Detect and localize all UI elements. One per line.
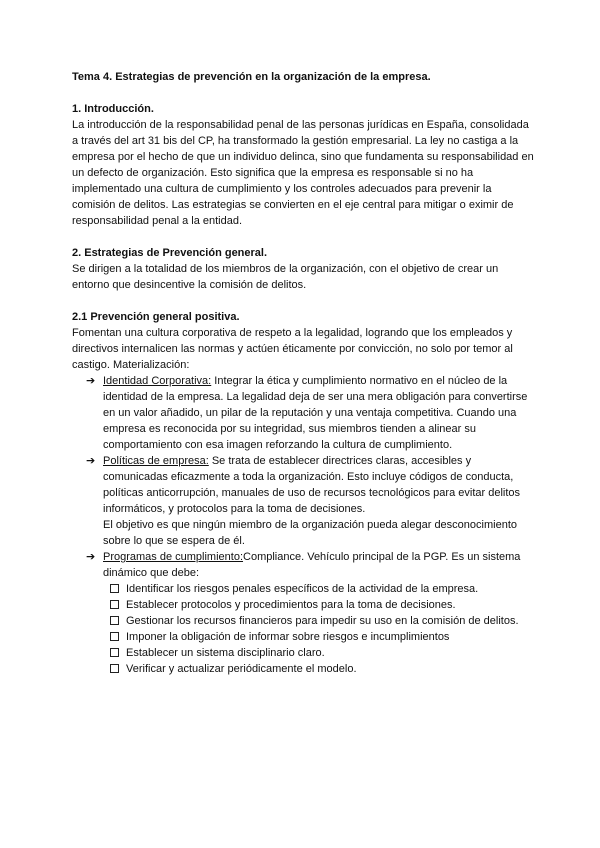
checkbox-text: Establecer protocolos y procedimientos para la toma de decisiones. xyxy=(126,599,456,611)
item-extra-text: El objetivo es que ningún miembro de la organización pueda alegar desconocimiento sobre lo que se espera de él. xyxy=(103,519,517,547)
checkbox-text: Imponer la obligación de informar sobre riesgos e incumplimientos xyxy=(126,631,450,643)
checkbox-item xyxy=(110,645,534,661)
section-heading: 1. Introducción. xyxy=(72,103,154,115)
arrow-right-icon: ➔ xyxy=(86,455,96,467)
checkbox-list xyxy=(72,581,534,677)
checkbox-item xyxy=(110,661,534,677)
checkbox-icon xyxy=(110,600,119,609)
list-item xyxy=(86,453,534,549)
list-item xyxy=(86,549,534,581)
checkbox-item xyxy=(110,581,534,597)
checkbox-text: Identificar los riesgos penales específicos de la actividad de la empresa. xyxy=(126,583,479,595)
item-text: Se trata de establecer directrices claras, accesibles y comunicadas eficazmente a toda la organización. Esto incluye códigos de conducta, políticas anticorrupción, manuales de uso de recursos tecnológicos para evitar delitos informáticos, y protocolos para la toma de decisiones. xyxy=(103,455,521,515)
item-label: Programas de cumplimiento: xyxy=(103,551,244,563)
item-text: Integrar la ética y cumplimiento normativo en el núcleo de la identidad de la empresa. La legalidad deja de ser una mera obligación para convertirse en un valor añadido, un pilar de la reputación y una ventaja competitiva. Cuando una empresa es reconocida por su integridad, sus miembros tienden a alinear su comportamiento con esa imagen reforzando la cultura de cumplimiento. xyxy=(103,375,528,451)
checkbox-item xyxy=(110,629,534,645)
section-paragraph: Fomentan una cultura corporativa de respeto a la legalidad, logrando que los empleados y directivos internalicen las normas y actúen éticamente por convicción, no solo por temor al castigo. Materialización: xyxy=(72,327,513,371)
arrow-right-icon: ➔ xyxy=(86,551,96,563)
checkbox-icon xyxy=(110,648,119,657)
section-paragraph: La introducción de la responsabilidad penal de las personas jurídicas en España, consolidada a través del art 31 bis del CP, ha transformado la gestión empresarial. La ley no castiga a la empresa por el hecho de que un individuo delinca, sino que fundamenta su responsabilidad en un defecto de organización. Esto significa que la empresa es responsable si no ha implementado una cultura de cumplimiento y los controles adecuados para prevenir la comisión de delitos. Las estrategias se convierten en el eje central para mitigar o eximir de responsabilidad penal a la entidad. xyxy=(72,119,534,227)
section-heading: 2. Estrategias de Prevención general. xyxy=(72,247,268,259)
item-label: Políticas de empresa: xyxy=(103,455,209,467)
arrow-right-icon: ➔ xyxy=(86,375,96,387)
checkbox-text: Verificar y actualizar periódicamente el modelo. xyxy=(126,663,357,675)
checkbox-icon xyxy=(110,616,119,625)
checkbox-item xyxy=(110,613,534,629)
checkbox-text: Gestionar los recursos financieros para impedir su uso en la comisión de delitos. xyxy=(126,615,519,627)
checkbox-icon xyxy=(110,584,119,593)
checkbox-icon xyxy=(110,632,119,641)
document-title: Tema 4. Estrategias de prevención en la organización de la empresa. xyxy=(72,71,431,83)
section-prevencion-general-positiva xyxy=(72,309,534,677)
checkbox-icon xyxy=(110,664,119,673)
section-heading: 2.1 Prevención general positiva. xyxy=(72,311,240,323)
section-prevencion-general xyxy=(72,245,534,293)
list-item xyxy=(86,373,534,453)
section-introduccion xyxy=(72,101,534,229)
checkbox-text: Establecer un sistema disciplinario claro. xyxy=(126,647,325,659)
item-label: Identidad Corporativa: xyxy=(103,375,212,387)
item-text: Compliance. Vehículo principal de la PGP. Es un sistema dinámico que debe: xyxy=(103,551,521,579)
document-page xyxy=(72,69,534,677)
section-paragraph: Se dirigen a la totalidad de los miembros de la organización, con el objetivo de crear un entorno que desincentive la comisión de delitos. xyxy=(72,263,499,291)
checkbox-item xyxy=(110,597,534,613)
arrow-list xyxy=(72,373,534,581)
